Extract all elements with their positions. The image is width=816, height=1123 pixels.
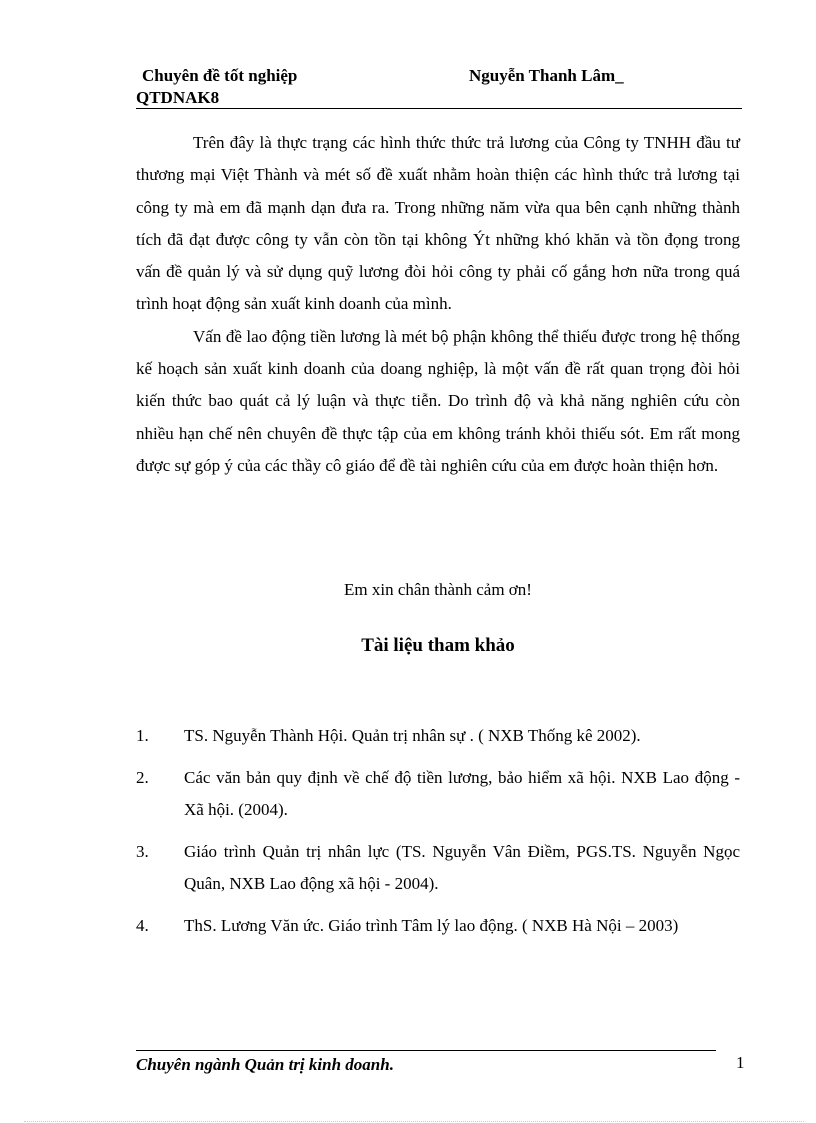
page-header xyxy=(136,64,742,109)
reference-text: Giáo trình Quản trị nhân lực (TS. Nguyễn Vân Điềm, PGS.TS. Nguyễn Ngọc Quân, NXB Lao động xã hội - 2004). xyxy=(184,842,740,893)
body-text xyxy=(136,127,740,482)
header-author: Nguyễn Thanh Lâm_ xyxy=(469,66,624,85)
reference-number: 3. xyxy=(136,842,149,861)
footer-divider xyxy=(136,1050,716,1051)
paragraph: Trên đây là thực trạng các hình thức thức trả lương của Công ty TNHH đầu tư thương mại Việt Thành và mét số đề xuất nhằm hoàn thiện các hình thức trả lương tại công ty mà em đã mạnh dạn đưa ra. Trong những năm vừa qua bên cạnh những thành tích đã đạt được công ty vẫn còn tồn tại không Ýt những khó khăn và tồn đọng trong vấn đề quản lý và sử dụng quỹ lương đòi hỏi công ty phải cố gắng hơn nữa trong quá trình hoạt động sản xuất kinh doanh của mình. xyxy=(136,133,740,314)
reference-item xyxy=(136,720,740,752)
reference-item xyxy=(136,910,740,942)
reference-text: Các văn bản quy định về chế độ tiền lương, bảo hiểm xã hội. NXB Lao động - Xã hội. (2004). xyxy=(184,768,740,819)
reference-text: TS. Nguyễn Thành Hội. Quản trị nhân sự . ( NXB Thống kê 2002). xyxy=(184,726,641,745)
paragraph: Vấn đề lao động tiền lương là mét bộ phận không thể thiếu được trong hệ thống kế hoạch sản xuất kinh doanh của doang nghiệp, là một vấn đề rất quan trọng đòi hỏi kiến thức bao quát cả lý luận và thực tiễn. Do trình độ và khả năng nghiên cứu còn nhiều hạn chế nên chuyên đề thực tập của em không tránh khỏi thiếu sót. Em rất mong được sự góp ý của các thầy cô giáo để đề tài nghiên cứu của em được hoàn thiện hơn. xyxy=(136,326,740,475)
page-number: 1 xyxy=(736,1053,745,1072)
reference-text: ThS. Lương Văn ức. Giáo trình Tâm lý lao động. ( NXB Hà Nội – 2003) xyxy=(184,916,679,935)
header-class-code: QTDNAK8 xyxy=(136,88,220,107)
reference-item xyxy=(136,762,740,826)
reference-item xyxy=(136,836,740,900)
references-title: Tài liệu tham khảo xyxy=(361,635,515,656)
reference-number: 4. xyxy=(136,916,149,935)
reference-number: 1. xyxy=(136,726,149,745)
footer-major: Chuyên ngành Quản trị kinh doanh. xyxy=(136,1055,394,1074)
reference-number: 2. xyxy=(136,768,149,787)
page-bottom-border xyxy=(24,1121,804,1122)
references-list xyxy=(136,720,740,952)
thanks-line: Em xin chân thành cảm ơn! xyxy=(344,580,532,599)
header-title: Chuyên đề tốt nghiệp xyxy=(142,66,298,85)
